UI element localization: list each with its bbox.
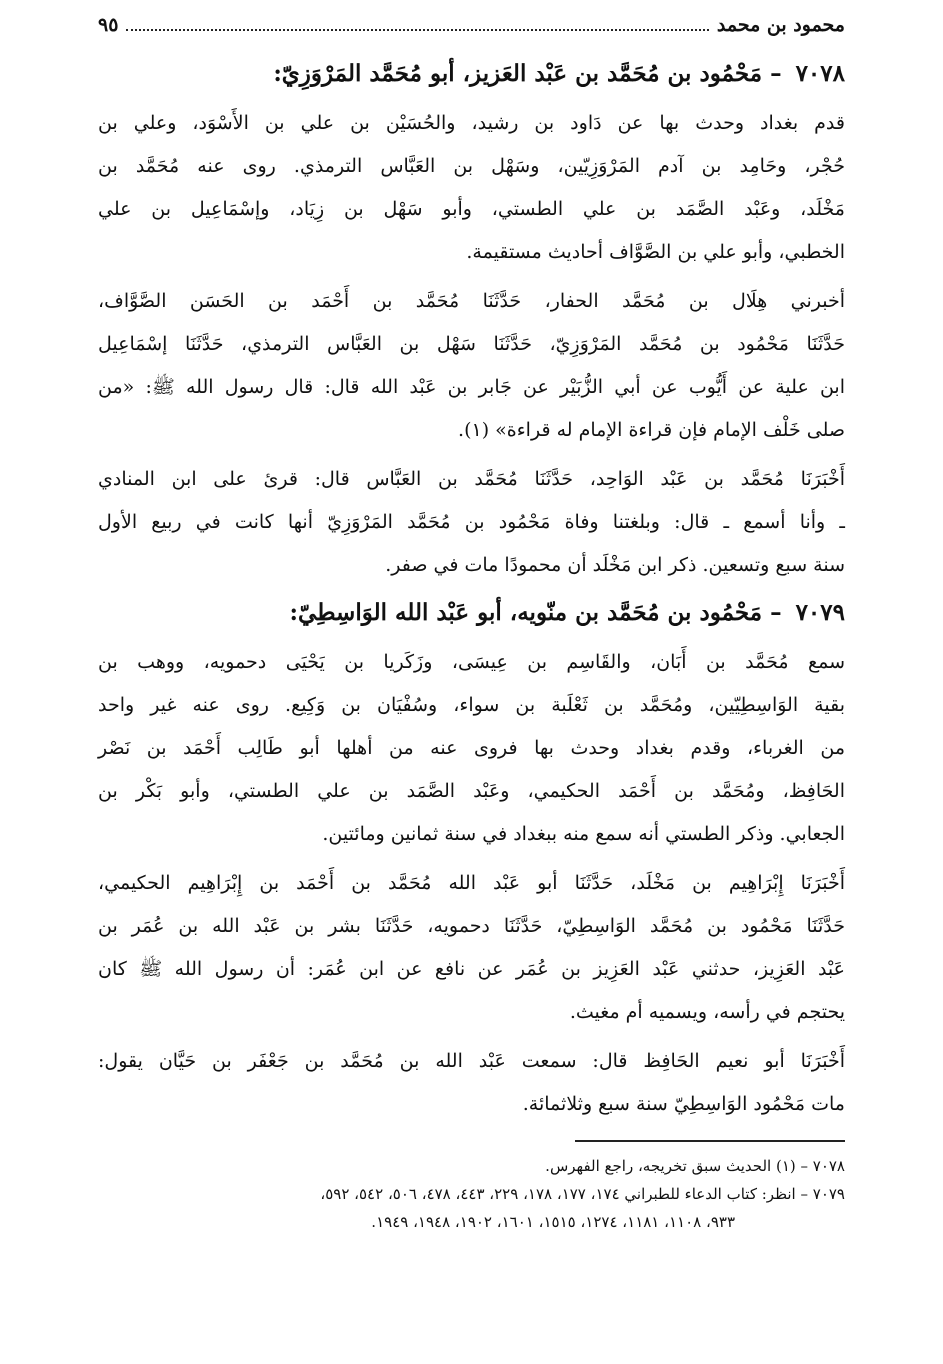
- text-line: أخبرني هِلَال بن مُحَمَّد الحفار، حَدَّثَنَا مُحَمَّد بن أَحْمَد بن الحَسَن الصَّوَّاف،: [98, 290, 845, 312]
- text-line: من الغرباء، وقدم بغداد وحدث بها فروى عنه من أهلها أبو طَالِب أَحْمَد بن نَصْر: [98, 737, 845, 759]
- text-line: الحَافِظ، ومُحَمَّد بن أَحْمَد الحكيمي، وعَبْد الصَّمَد بن علي الطستي، وأبو بَكْر بن: [98, 780, 845, 802]
- text-line: أَخْبَرَنَا مُحَمَّد بن عَبْد الوَاحِد، حَدَّثَنَا مُحَمَّد بن العَبَّاس قال: قرئ على ابن المنادي: [98, 468, 845, 490]
- leader-dots: [126, 29, 708, 31]
- entry-heading: [98, 593, 845, 633]
- text-line: حَدَّثَنَا مَحْمُود بن مُحَمَّد المَرْوَزِيّ، حَدَّثَنَا سَهْل بن العَبَّاس الترمذي، حَدَّثَنَا إسْمَاعِيل: [98, 333, 845, 355]
- footnote-rule: [575, 1140, 845, 1142]
- text-line: عَبْد العَزِيز، حدثني عَبْد العَزِيز بن عُمَر عن نافع عن ابن عُمَر: أن رسول الله ﷺ كان: [98, 958, 845, 980]
- paragraph: [98, 280, 845, 452]
- entry-dash: –: [762, 60, 790, 87]
- entries: [98, 54, 845, 1126]
- entry-heading: [98, 54, 845, 94]
- text-line: سمع مُحَمَّد بن أَبَان، والقَاسِم بن عِيسَى، وزَكَريا بن يَحْيَى دحمويه، ووهب بن: [98, 651, 845, 673]
- footnote-7079: ٧٠٧٩ – انظر: كتاب الدعاء للطبراني ١٧٤، ١٧٧، ١٧٨، ٢٢٩، ٤٤٣، ٤٧٨، ٥٠٦، ٥٤٢، ٥٩٢،: [320, 1185, 845, 1203]
- text-line: صلى خَلْف الإمام فإن قراءة الإمام له قراءة» (١).: [458, 419, 845, 441]
- text-line: ابن علية عن أَيُّوب عن أبي الزُّبَيْر عن جَابر بن عَبْد الله قال: قال رسول الله ﷺ: «من: [98, 376, 846, 398]
- footnote-7078: ٧٠٧٨ – (١) الحديث سبق تخريجه، راجع الفهرس.: [545, 1157, 845, 1175]
- text-line: قدم بغداد وحدث بها عن دَاود بن رشيد، والحُسَيْن بن علي بن الأَسْوَد، وعلي بن: [98, 112, 845, 134]
- page-number: ٩٥: [98, 14, 119, 36]
- running-head: [98, 14, 845, 48]
- entry-dash: –: [762, 599, 790, 626]
- entry-title: مَحْمُود بن مُحَمَّد بن عَبْد العَزيز، أبو مُحَمَّد المَرْوَزِيّ:: [273, 60, 763, 87]
- running-head-title: محمود بن محمد: [716, 14, 845, 36]
- text-line: الجعابي. وذكر الطستي أنه سمع منه ببغداد في سنة ثمانين ومائتين.: [322, 823, 845, 845]
- text-line: يحتجم في رأسه، ويسميه أم مغيث.: [569, 1001, 845, 1023]
- text-line: حُجْر، وحَامِد بن آدم المَرْوَزِيّين، وسَهْل بن العَبَّاس الترمذي. روى عنه مُحَمَّد بن: [98, 155, 845, 177]
- text-line: أَخْبَرَنَا إِبْرَاهِيم بن مَخْلَد، حَدَّثَنَا أبو عَبْد الله مُحَمَّد بن أَحْمَد بن إِبْرَاهِيم الحكيمي،: [98, 872, 845, 894]
- entry-title: مَحْمُود بن مُحَمَّد بن منّويه، أبو عَبْد الله الوَاسِطِيّ:: [289, 599, 763, 626]
- text-line: سنة سبع وتسعين. ذكر ابن مَخْلَد أن محمودًا مات في صفر.: [385, 554, 845, 576]
- paragraph: [98, 862, 845, 1034]
- text-line: ـ وأنا أسمع ـ قال: وبلغتنا وفاة مَحْمُود بن مُحَمَّد المَرْوَزِيّ أنها كانت في ربيع الأول: [98, 511, 845, 533]
- text-line: بقية الوَاسِطِيّين، ومُحَمَّد بن ثَعْلَبة بن سواء، وسُفْيَان بن وَكِيع. روى عنه غير واحد: [98, 694, 845, 716]
- text-line: مَخْلَد، وعَبْد الصَّمَد بن علي الطستي، وأبو سَهْل بن زِيَاد، وإسْمَاعِيل بن علي: [98, 198, 845, 220]
- entry-number: ٧٠٧٩: [795, 599, 845, 626]
- footnote-7079-continued: ٩٣٣، ١١٠٨، ١١٨١، ١٢٧٤، ١٥١٥، ١٦٠١، ١٩٠٢، ١٩٤٨، ١٩٤٩.: [371, 1213, 735, 1231]
- text-line: حَدَّثَنَا مَحْمُود بن مُحَمَّد الوَاسِطِيّ، حَدَّثَنَا دحمويه، حَدَّثَنَا بشر بن عَبْد الله بن عُمَر بن: [98, 915, 845, 937]
- text-line: مات مَحْمُود الوَاسِطِيّ سنة سبع وثلاثمائة.: [522, 1093, 845, 1115]
- paragraph: [98, 641, 845, 856]
- text-line: أَخْبَرَنَا أبو نعيم الحَافِظ قال: سمعت عَبْد الله بن مُحَمَّد بن جَعْفَر بن حَيَّان يقول:: [98, 1050, 845, 1072]
- footnotes: [98, 1152, 845, 1236]
- paragraph: [98, 458, 845, 587]
- entry-number: ٧٠٧٨: [795, 60, 845, 87]
- paragraph: [98, 102, 845, 274]
- paragraph: [98, 1040, 845, 1126]
- text-line: الخطبي، وأبو علي بن الصَّوَّاف أحاديث مستقيمة.: [466, 241, 845, 263]
